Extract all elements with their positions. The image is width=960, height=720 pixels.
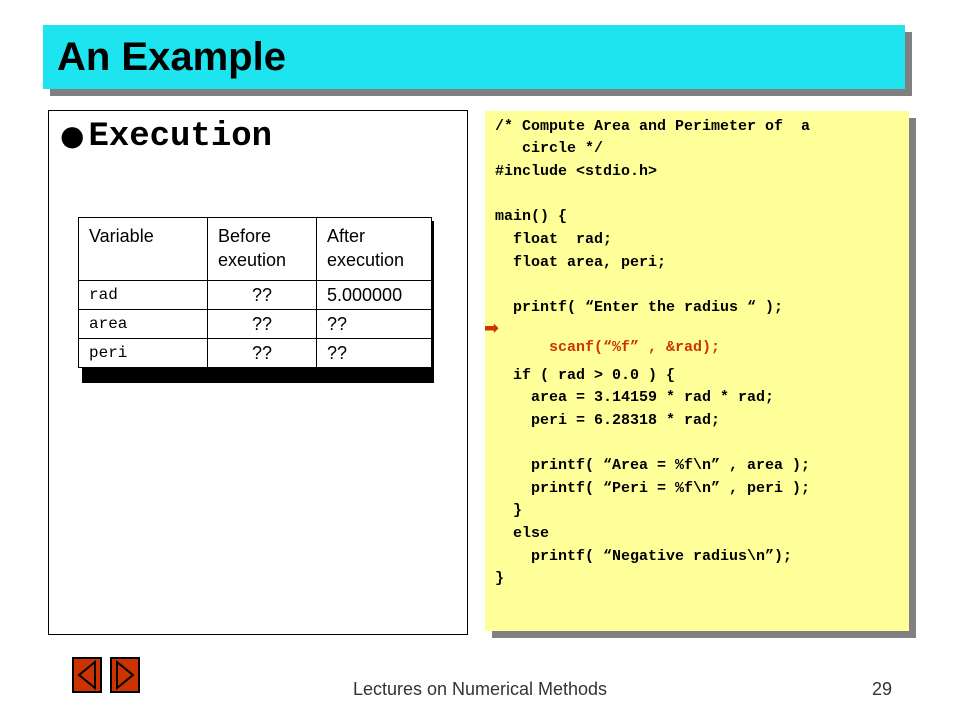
cell-before: ?? (208, 281, 317, 310)
variable-table (78, 217, 432, 368)
code-line: float area, peri; (495, 254, 667, 271)
cell-after: ?? (317, 310, 432, 339)
header-variable: Variable (79, 218, 208, 281)
code-line: else (495, 525, 550, 542)
bullet-row (60, 118, 272, 156)
code-line: } (495, 570, 505, 587)
code-line: printf( “Peri = %f\n” , peri ); (495, 480, 811, 497)
code-line: float rad; (495, 231, 613, 248)
table-header-row (79, 218, 432, 281)
table-row (79, 310, 432, 339)
code-line: } (495, 502, 523, 519)
table-row (79, 281, 432, 310)
bullet-heading: Execution (88, 118, 273, 156)
code-line: printf( “Negative radius\n”); (495, 548, 793, 565)
arrow-right-icon: ➡ (484, 318, 500, 339)
code-line: if ( rad > 0.0 ) { (495, 367, 676, 384)
table-row (79, 339, 432, 368)
bullet-icon: ● (60, 118, 85, 152)
cell-after: 5.000000 (317, 281, 432, 310)
cell-before: ?? (208, 310, 317, 339)
header-before: Before exeution (208, 218, 317, 281)
header-after: After execution (317, 218, 432, 281)
code-line: area = 3.14159 * rad * rad; (495, 389, 775, 406)
cell-variable: peri (79, 339, 208, 368)
code-line: peri = 6.28318 * rad; (495, 412, 721, 429)
code-line: printf( “Area = %f\n” , area ); (495, 457, 811, 474)
code-line: printf( “Enter the radius “ ); (495, 299, 784, 316)
code-line: /* Compute Area and Perimeter of a (495, 118, 811, 135)
code-line: main() { (495, 208, 568, 225)
code-line: #include <stdio.h> (495, 163, 658, 180)
cell-variable: rad (79, 281, 208, 310)
code-line-text: scanf(“%f” , &rad); (531, 339, 721, 356)
code-box (485, 111, 909, 631)
slide-title: An Example (57, 34, 286, 79)
cell-after: ?? (317, 339, 432, 368)
page-number: 29 (872, 679, 893, 699)
code-line: circle */ (495, 140, 604, 157)
cell-before: ?? (208, 339, 317, 368)
cell-variable: area (79, 310, 208, 339)
footer-course-title: Lectures on Numerical Methods (352, 679, 608, 699)
title-bar (43, 25, 905, 89)
